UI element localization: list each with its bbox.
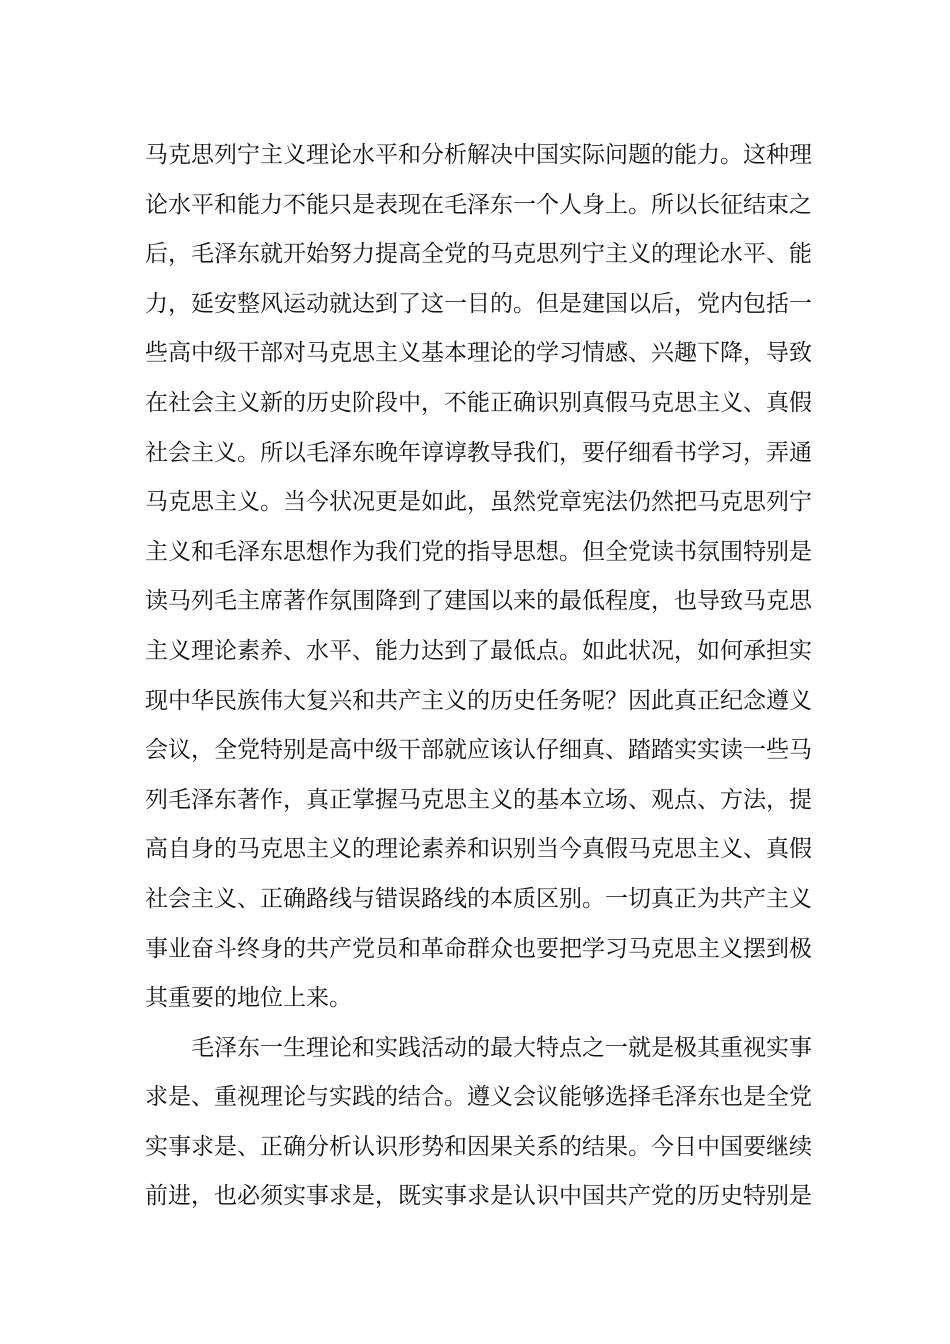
paragraph-line: 实事求是、正确分析认识形势和因果关系的结果。今日中国要继续	[145, 1133, 812, 1160]
paragraph-line: 会议，全党特别是高中级干部就应该认仔细真、踏踏实实读一些马	[145, 737, 812, 764]
paragraph-line: 现中华民族伟大复兴和共产主义的历史任务呢？因此真正纪念遵义	[145, 687, 812, 714]
paragraph-line: 主义理论素养、水平、能力达到了最低点。如此状况，如何承担实	[145, 637, 812, 664]
paragraph-line: 毛泽东一生理论和实践活动的最大特点之一就是极其重视实事	[191, 1034, 812, 1061]
paragraph-line: 事业奋斗终身的共产党员和革命群众也要把学习马克思主义摆到极	[145, 935, 812, 962]
paragraph-line: 高自身的马克思主义的理论素养和识别当今真假马克思主义、真假	[145, 836, 812, 863]
paragraph-line: 社会主义。所以毛泽东晚年谆谆教导我们，要仔细看书学习，弄通	[145, 439, 812, 466]
paragraph-line: 马克思主义。当今状况更是如此，虽然党章宪法仍然把马克思列宁	[145, 489, 812, 516]
paragraph-line: 马克思列宁主义理论水平和分析解决中国实际问题的能力。这种理	[145, 142, 812, 168]
paragraph-line: 求是、重视理论与实践的结合。遵义会议能够选择毛泽东也是全党	[145, 1084, 812, 1111]
paragraph-line: 读马列毛主席著作氛围降到了建国以来的最低程度，也导致马克思	[145, 588, 812, 615]
paragraph-line: 后，毛泽东就开始努力提高全党的马克思列宁主义的理论水平、能	[145, 241, 812, 268]
paragraph-line: 主义和毛泽东思想作为我们党的指导思想。但全党读书氛围特别是	[145, 538, 812, 565]
paragraph-line: 在社会主义新的历史阶段中，不能正确识别真假马克思主义、真假	[145, 389, 812, 416]
paragraph-1	[145, 131, 812, 1024]
paragraph-line: 前进，也必须实事求是，既实事求是认识中国共产党的历史特别是	[145, 1183, 812, 1210]
paragraph-line: 论水平和能力不能只是表现在毛泽东一个人身上。所以长征结束之	[145, 191, 812, 218]
document-body	[145, 131, 812, 1222]
paragraph-line: 其重要的地位上来。	[145, 985, 352, 1012]
paragraph-line: 力，延安整风运动就达到了这一目的。但是建国以后，党内包括一	[145, 290, 812, 317]
paragraph-2	[145, 1024, 812, 1222]
paragraph-line: 社会主义、正确路线与错误路线的本质区别。一切真正为共产主义	[145, 885, 812, 912]
paragraph-line: 列毛泽东著作，真正掌握马克思主义的基本立场、观点、方法，提	[145, 786, 812, 813]
paragraph-line: 些高中级干部对马克思主义基本理论的学习情感、兴趣下降，导致	[145, 340, 812, 367]
